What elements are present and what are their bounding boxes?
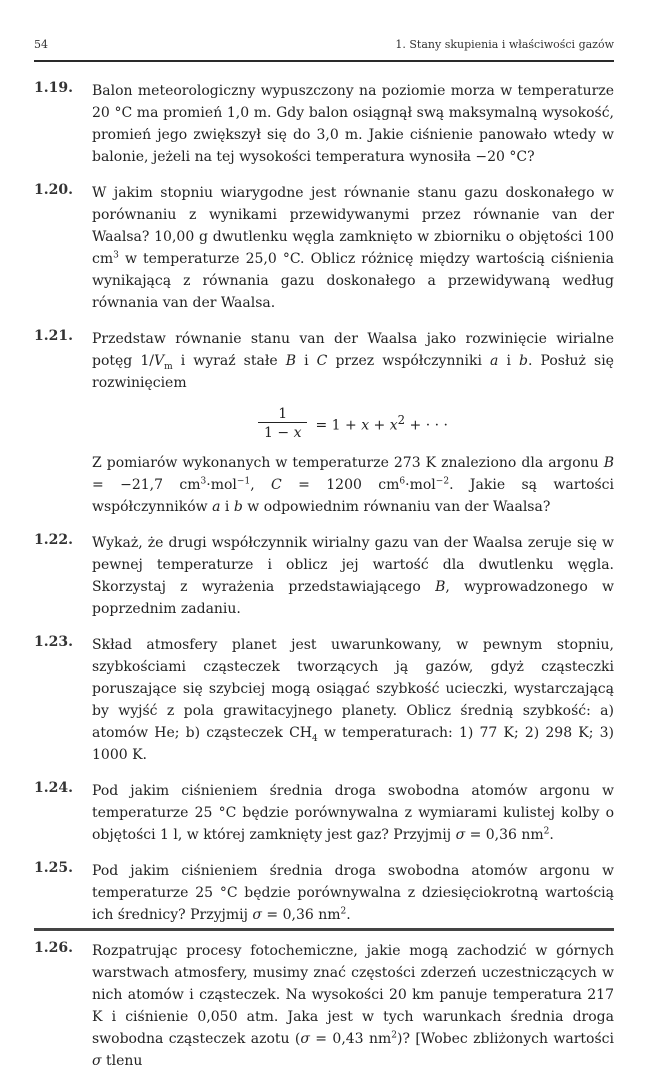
problem-text: Pod jakim ciśnieniem średnia droga swobodna atomów argonu w temperaturze 25 °C będzie porównywalna z wymiarami kulistej kolby o objętości 1 l, w której zamknięty jest gaz? Przyjmij σ = 0,36 $nm^2$. — [92, 783, 614, 843]
fraction — [258, 406, 307, 441]
running-title: 1. Stany skupienia i właściwości gazów — [395, 38, 614, 51]
problem-1-19 — [34, 80, 614, 168]
fraction-numerator: 1 — [278, 405, 288, 422]
problem-text: Balon meteorologiczny wypuszczony na poziomie morza w temperaturze 20 °C ma promień 1,0 m. Gdy balon osiągnął swą maksymalną wysokość, promień jego zwiększył się do 3,0 m. Jakie ciśnienie panowało wtedy w balonie, jeżeli na tej wysokości temperatura wynosiła −20 °C? — [92, 83, 614, 165]
formula-rhs: = $1 + x + x^2$ + · · · — [315, 412, 448, 434]
series-expansion-formula — [92, 398, 614, 448]
problem-1-25 — [34, 860, 614, 926]
problem-number: 1.21. — [34, 328, 73, 344]
header-rule — [34, 60, 614, 62]
problem-1-20 — [34, 182, 614, 314]
problem-number: 1.22. — [34, 532, 73, 548]
problem-number: 1.24. — [34, 780, 73, 796]
problem-text: Przedstaw równanie stanu van der Waalsa jako rozwinięcie wirialne potęg $1/V_m$ i wyraź stałe B i C przez współczynniki a i b. Posłuż się rozwinięciem — [92, 331, 614, 391]
problem-1-24 — [34, 780, 614, 846]
problem-number: 1.20. — [34, 182, 73, 198]
problem-text: Skład atmosfery planet jest uwarunkowany, w pewnym stopniu, szybkościami cząsteczek tworzących ją gazów, gdyż cząsteczki poruszające się szybciej mogą osiągać szybkość ucieczki, wystarczającą by wyjść z pola grawitacyjnego planety. Oblicz średnią szybkość: a) atomów He; b) cząsteczek $CH_4$ w temperaturach: 1) 77 K; 2) 298 K; 3) 1000 K. — [92, 637, 614, 763]
problem-number: 1.26. — [34, 940, 73, 956]
page-number: 54 — [34, 38, 48, 51]
problem-number: 1.19. — [34, 80, 73, 96]
problem-1-22 — [34, 532, 614, 620]
problem-text-continued: Z pomiarów wykonanych w temperaturze 273 K znaleziono dla argonu B = −21,7 $cm^3\cdot mol^{-1}$, C = 1200 $cm^6\cdot mol^{-2}$. Jakie są wartości współczynników a i b w odpowiednim równaniu van der Waalsa? — [92, 455, 614, 515]
problem-text: Rozpatrując procesy fotochemiczne, jakie mogą zachodzić w górnych warstwach atmosfery, musimy znać częstości zderzeń uczestniczących w nich atomów i cząsteczek. Na wysokości 20 km panuje temperatura 217 K i ciśnienie 0,050 atm. Jaka jest w tych warunkach średnia droga swobodna cząsteczek azotu (σ = 0,43 $nm^2$)? [Wobec zbliżonych wartości σ tlenu — [92, 943, 614, 1069]
problem-text: Pod jakim ciśnieniem średnia droga swobodna atomów argonu w temperaturze 25 °C będzie porównywalna z dziesięciokrotną wartością ich średnicy? Przyjmij σ = 0,36 $nm^2$. — [92, 863, 614, 923]
fraction-denominator: 1 − x — [258, 422, 307, 441]
problem-text: W jakim stopniu wiarygodne jest równanie stanu gazu doskonałego w porównaniu z wynikami przewidywanymi przez równanie van der Waalsa? 10,00 g dwutlenku węgla zamknięto w zbiorniku o objętości 100 $cm^3$ w temperaturze 25,0 °C. Oblicz różnicę między wartością ciśnienia wynikającą z równania gazu doskonałego a przewidywaną według równania van der Waalsa. — [92, 185, 614, 311]
problem-number: 1.23. — [34, 634, 73, 650]
problem-1-23 — [34, 634, 614, 766]
footer-rule — [34, 928, 614, 931]
problem-1-26 — [34, 940, 614, 1072]
problem-1-21 — [34, 328, 614, 518]
problem-number: 1.25. — [34, 860, 73, 876]
page-header — [34, 38, 614, 56]
problem-text: Wykaż, że drugi współczynnik wirialny gazu van der Waalsa zeruje się w pewnej temperaturze i oblicz jej wartość dla dwutlenku węgla. Skorzystaj z wyrażenia przedstawiającego B, wyprowadzonego w poprzednim zadaniu. — [92, 535, 614, 617]
problem-list — [34, 80, 614, 1086]
